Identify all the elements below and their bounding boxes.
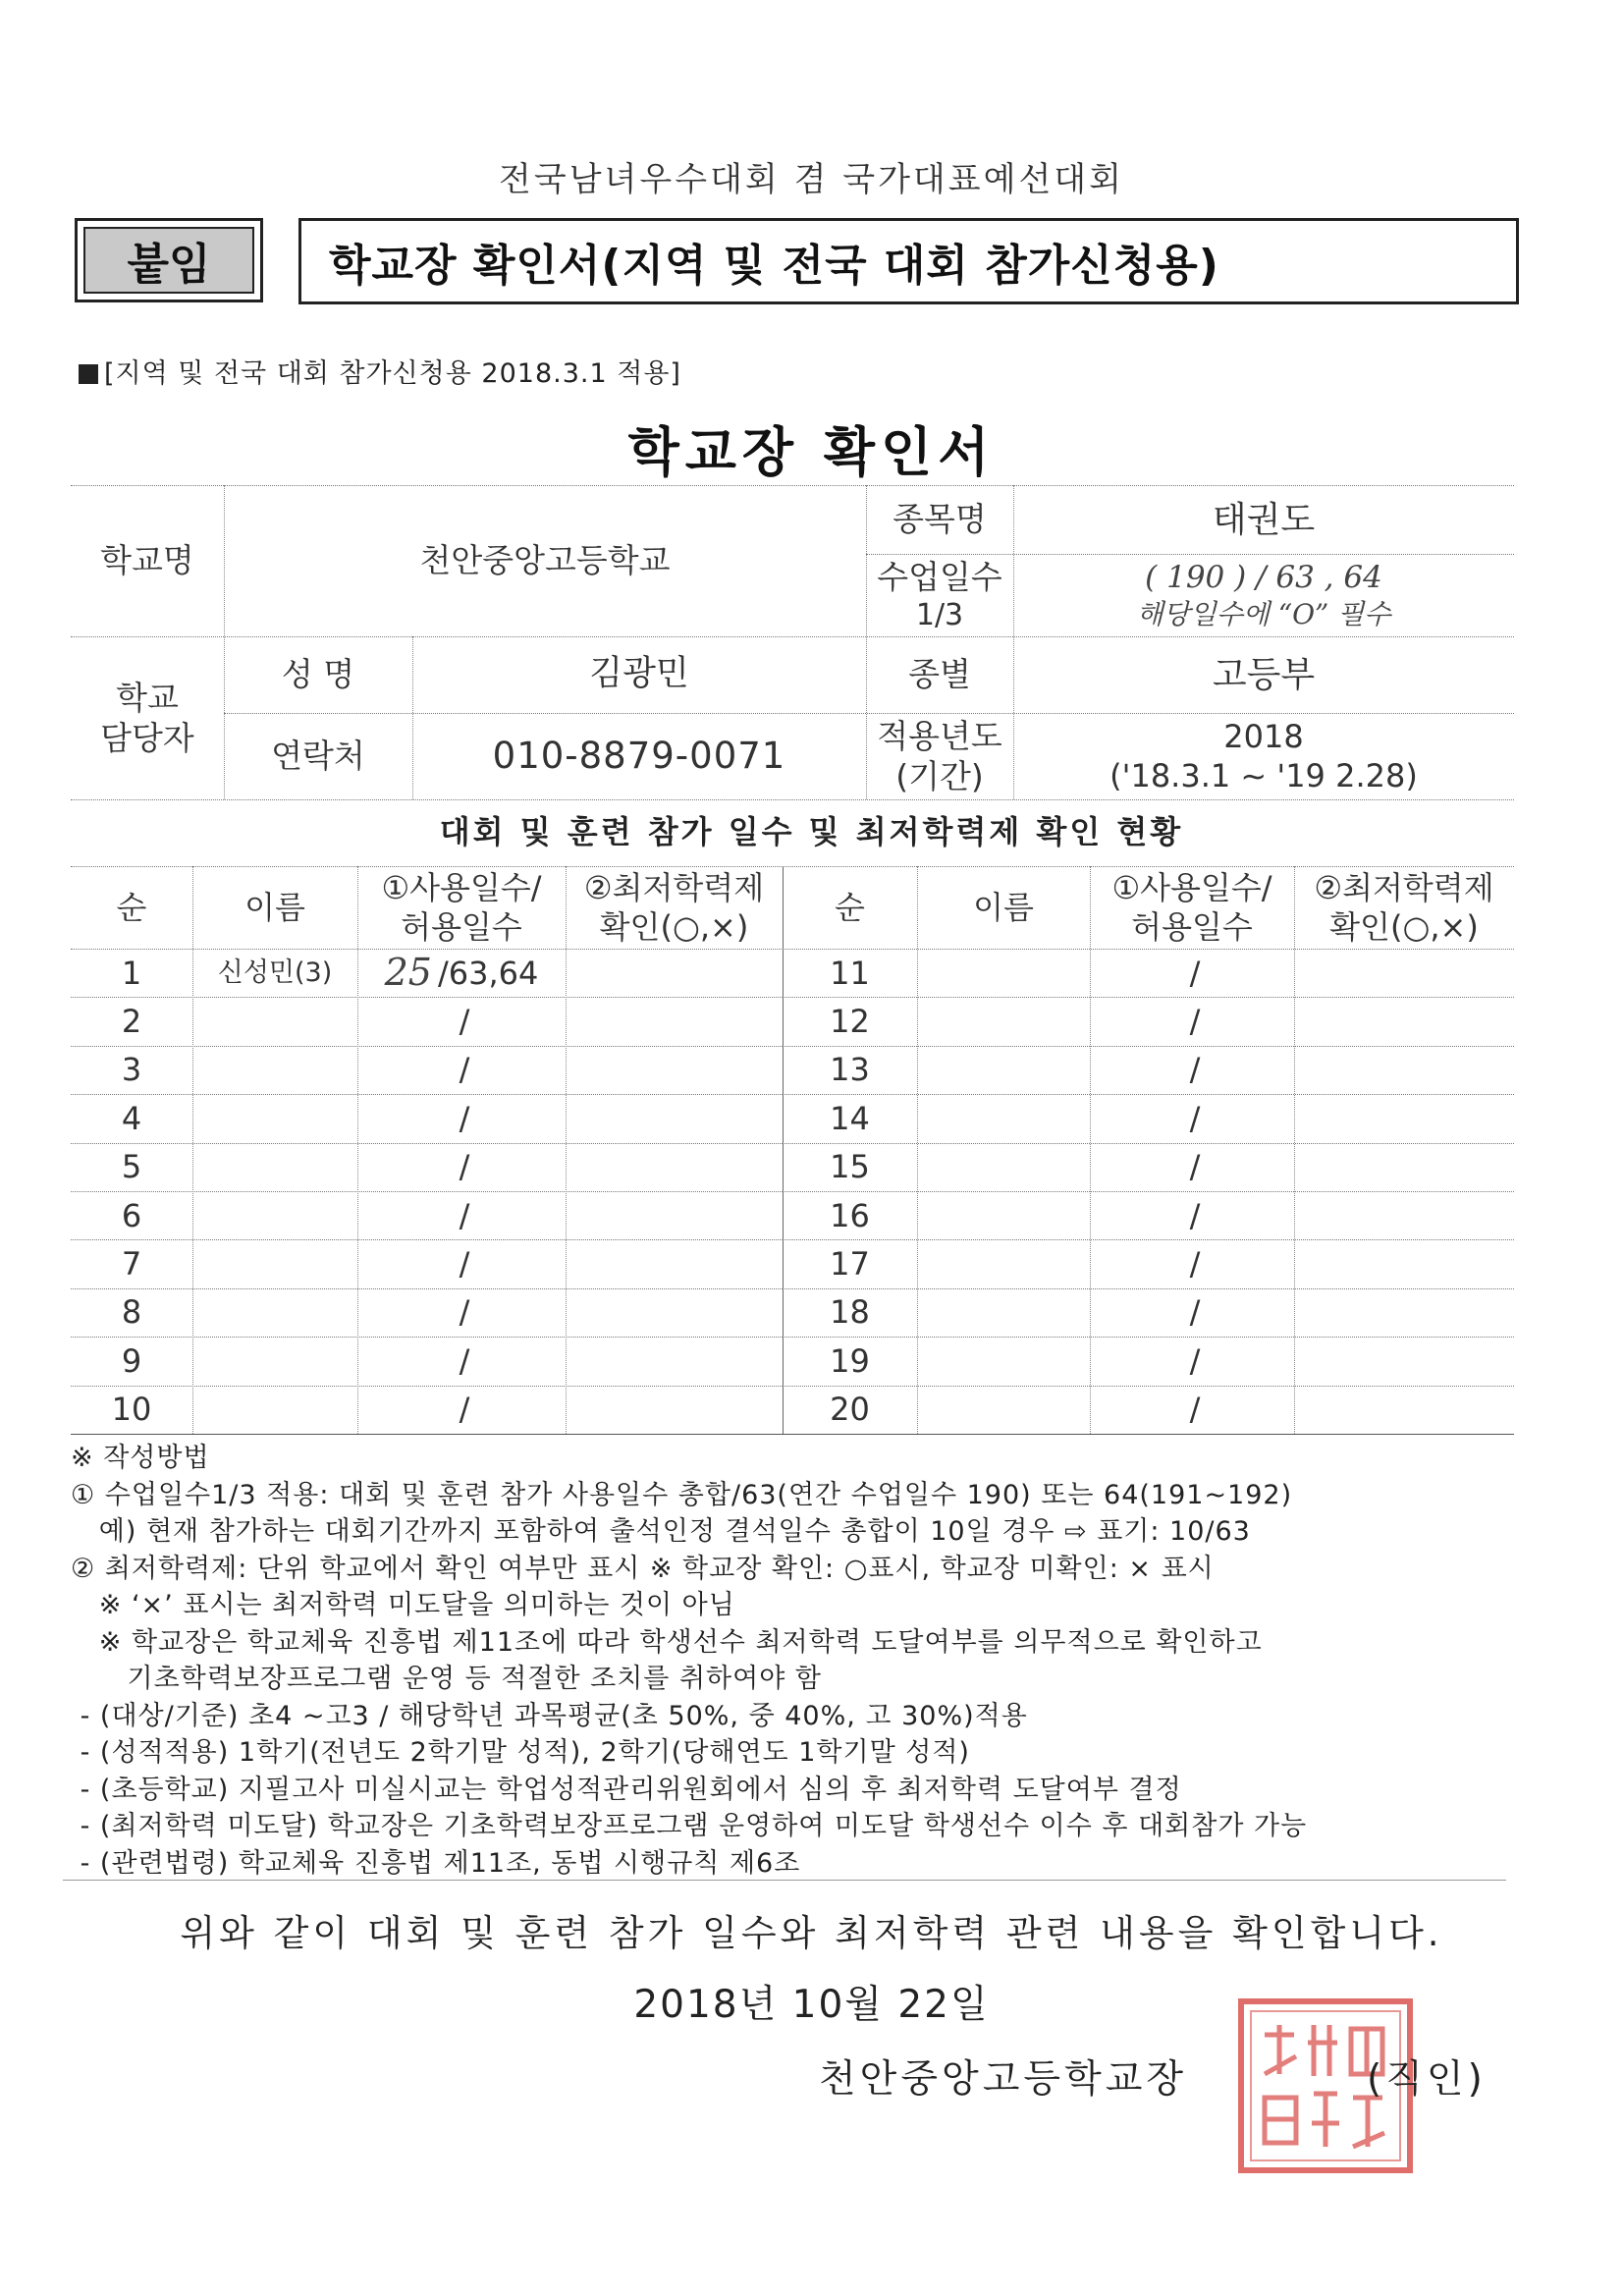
min-academic-check: [1294, 1386, 1514, 1434]
min-academic-check: [566, 1143, 783, 1191]
days-allowed: /: [459, 1341, 470, 1380]
year-label: [866, 713, 1013, 799]
student-name: [917, 1143, 1090, 1191]
seal-label: (직인): [1367, 2057, 1487, 2102]
attach-label-box: [75, 218, 263, 302]
days-used-allowed: [1090, 1386, 1294, 1434]
header-days-line1: ①사용일수/: [381, 869, 542, 906]
days-used-allowed: [357, 1337, 566, 1385]
instruction-line: - (성적적용) 1학기(전년도 2학기말 성적), 2학기(당해연도 1학기말 성적): [71, 1737, 970, 1768]
header-check-line1: ②최저학력제: [583, 869, 765, 906]
form-title: 학교장 확인서(지역 및 전국 대회 참가신청용): [298, 218, 1519, 304]
student-name: [917, 1337, 1090, 1385]
days-used-allowed: [357, 1191, 566, 1239]
header-no-right: 순: [835, 889, 865, 926]
student-name: [192, 1143, 357, 1191]
header-days-line1: ①사용일수/: [1111, 869, 1272, 906]
student-name: [917, 949, 1090, 997]
days-allowed: /: [1189, 1391, 1201, 1429]
instruction-line: ※ 학교장은 학교체육 진흥법 제11조에 따라 학생선수 최저학력 도달여부를 의무적으로 확인하고: [71, 1626, 1263, 1658]
days-used-allowed: [1090, 949, 1294, 997]
min-academic-check: [1294, 1239, 1514, 1287]
student-name: [192, 1337, 357, 1385]
row-number: 13: [830, 1051, 870, 1089]
period: ('18.3.1 ~ '19 2.28): [1109, 757, 1418, 794]
days-allowed: /: [1189, 1099, 1201, 1137]
instruction-line: - (관련법령) 학교체육 진흥법 제11조, 동법 시행규칙 제6조: [71, 1847, 801, 1879]
form-note-text: [지역 및 전국 대회 참가신청용 2018.3.1 적용]: [104, 358, 681, 389]
min-academic-check: [1294, 949, 1514, 997]
contact-group-label-line1: 학교: [116, 678, 179, 717]
row-number: 19: [830, 1341, 870, 1380]
row-number: 15: [830, 1148, 870, 1186]
days-used-allowed: [357, 1046, 566, 1094]
days-used-allowed: [357, 1386, 566, 1434]
days-allowed: /: [459, 1051, 470, 1089]
header-no-left: 순: [116, 889, 147, 926]
min-academic-check: [1294, 1191, 1514, 1239]
days-used-allowed: [1090, 997, 1294, 1045]
days-allowed: /: [459, 1099, 470, 1137]
header-name-right: 이름: [973, 889, 1034, 926]
days-used-allowed: [357, 1239, 566, 1287]
student-name: [192, 1288, 357, 1337]
days-used-allowed: [357, 949, 566, 997]
square-bullet-icon: [79, 364, 98, 384]
attach-label: 붙임: [83, 227, 254, 294]
row-number: 5: [121, 1148, 142, 1186]
student-name: [192, 1386, 357, 1434]
student-name: [192, 1239, 357, 1287]
row-number: 17: [830, 1245, 870, 1284]
instruction-line: 기초학력보장프로그램 운영 등 적절한 조치를 취하여야 함: [71, 1664, 822, 1694]
row-number: 14: [830, 1099, 870, 1137]
days-used: 25: [384, 950, 432, 994]
row-number: 3: [121, 1051, 142, 1089]
min-academic-check: [566, 1386, 783, 1434]
participation-section-title: 대회 및 훈련 참가 일수 및 최저학력제 확인 현황: [439, 813, 1184, 850]
phone-label: 연락처: [271, 737, 365, 776]
student-name: [917, 1386, 1090, 1434]
days-allowed: /: [459, 1148, 470, 1186]
header-name-left: 이름: [244, 889, 305, 926]
days-allowed: /: [459, 1245, 470, 1284]
days-used-allowed: [1090, 1191, 1294, 1239]
header-check-line2: 확인(○,×): [1329, 908, 1479, 946]
days-used-allowed: [1090, 1143, 1294, 1191]
days-allowed: /: [1189, 1245, 1201, 1284]
student-name: [192, 1046, 357, 1094]
school-name-label: 학교명: [100, 541, 194, 580]
instruction-line: ② 최저학력제: 단위 학교에서 확인 여부만 표시 ※ 학교장 확인: ○표시, 학교장 미확인: × 표시: [71, 1553, 1215, 1584]
row-number: 6: [121, 1196, 142, 1234]
class-days-hint: 해당일수에 “O” 필수: [1136, 597, 1391, 630]
class-days-fraction: ( 190 ) / 63 , 64: [1145, 560, 1382, 596]
days-used-allowed: [1090, 1239, 1294, 1287]
header-check-left: [566, 866, 783, 949]
days-used-allowed: [1090, 1094, 1294, 1142]
student-name: [917, 997, 1090, 1045]
min-academic-check: [566, 1337, 783, 1385]
student-name: [917, 1239, 1090, 1287]
student-name: [192, 1191, 357, 1239]
min-academic-check: [1294, 1046, 1514, 1094]
principal-name: 천안중앙고등학교장: [819, 2057, 1188, 2102]
form-note: [79, 352, 681, 390]
name-label: 성 명: [281, 655, 355, 694]
min-academic-check: [566, 1046, 783, 1094]
instruction-line: 예) 현재 참가하는 대회기간까지 포함하여 출석인정 결석일수 총합이 10일 경우 ⇨ 표기: 10/63: [71, 1516, 1251, 1547]
class-days-label-main: 수업일수: [877, 557, 1002, 596]
class-days-label-sub: 1/3: [915, 597, 964, 632]
days-used-allowed: [357, 1094, 566, 1142]
row-number: 10: [111, 1391, 152, 1429]
days-allowed: /63,64: [437, 954, 539, 992]
contact-group-label: [71, 636, 224, 799]
student-name: [917, 1094, 1090, 1142]
row-number: 9: [121, 1341, 142, 1380]
min-academic-check: [566, 1191, 783, 1239]
header-days-line2: 허용일수: [1131, 908, 1253, 946]
days-used-allowed: [357, 1288, 566, 1337]
min-academic-check: [1294, 1143, 1514, 1191]
student-name: [192, 1094, 357, 1142]
contact-group-label-line2: 담당자: [100, 719, 194, 757]
header-check-right: [1294, 866, 1514, 949]
student-name: 신성민(3): [217, 957, 333, 988]
row-number: 12: [830, 1003, 870, 1041]
instruction-line: ① 수업일수1/3 적용: 대회 및 훈련 참가 사용일수 총합/63(연간 수업일수 190) 또는 64(191~192): [71, 1479, 1293, 1510]
row-number: 16: [830, 1196, 870, 1234]
confirmation-date: 2018년 10월 22일: [633, 1983, 990, 2027]
class-days-label: [866, 554, 1013, 636]
row-number: 7: [121, 1245, 142, 1284]
min-academic-check: [566, 1288, 783, 1337]
days-allowed: /: [1189, 1051, 1201, 1089]
row-number: 2: [121, 1003, 142, 1041]
document-title: 학교장 확인서: [627, 421, 996, 483]
student-name: [917, 1046, 1090, 1094]
min-academic-check: [566, 997, 783, 1045]
row-number: 11: [830, 954, 870, 992]
instruction-line: - (최저학력 미도달) 학교장은 기초학력보장프로그램 운영하여 미도달 학생선수 이수 후 대회참가 가능: [71, 1811, 1308, 1841]
confirmation-statement: 위와 같이 대회 및 훈련 참가 일수와 최저학력 관련 내용을 확인합니다.: [180, 1912, 1443, 1954]
student-name: [917, 1191, 1090, 1239]
name-value: 김광민: [589, 654, 689, 694]
class-days-value: [1013, 554, 1514, 636]
division-value: 고등부: [1212, 654, 1316, 695]
row-number: 20: [830, 1391, 870, 1429]
writing-instructions: [71, 1440, 1543, 1882]
days-used-allowed: [357, 1143, 566, 1191]
sport-label: 종목명: [893, 500, 987, 539]
min-academic-check: [1294, 1094, 1514, 1142]
days-allowed: /: [459, 1196, 470, 1234]
days-allowed: /: [459, 1293, 470, 1332]
min-academic-check: [1294, 1288, 1514, 1337]
min-academic-check: [566, 949, 783, 997]
student-name: [917, 1288, 1090, 1337]
instruction-line: - (대상/기준) 초4 ~고3 / 해당학년 과목평균(초 50%, 중 40%, 고 30%)적용: [71, 1700, 1028, 1731]
instruction-line: ※ 작성방법: [71, 1443, 210, 1473]
row-number: 1: [121, 954, 142, 992]
days-used-allowed: [1090, 1337, 1294, 1385]
year-label-line1: 적용년도: [877, 716, 1002, 755]
days-allowed: /: [1189, 1293, 1201, 1332]
min-academic-check: [1294, 1337, 1514, 1385]
header-check-line1: ②최저학력제: [1314, 869, 1494, 906]
days-allowed: /: [1189, 1148, 1201, 1186]
min-academic-check: [566, 1239, 783, 1287]
days-used-allowed: [357, 997, 566, 1045]
min-academic-check: [566, 1094, 783, 1142]
school-name-value: 천안중앙고등학교: [419, 541, 671, 580]
days-allowed: /: [1189, 1196, 1201, 1234]
division-label: 종별: [908, 655, 971, 694]
days-used-allowed: [1090, 1288, 1294, 1337]
student-name: [192, 997, 357, 1045]
header-days-left: [357, 866, 566, 949]
days-allowed: /: [1189, 1003, 1201, 1041]
header-check-line2: 확인(○,×): [599, 908, 749, 946]
sport-value: 태권도: [1212, 499, 1316, 540]
year-value: [1013, 713, 1514, 799]
event-name: 전국남녀우수대회 겸 국가대표예선대회: [499, 160, 1124, 199]
year: 2018: [1223, 718, 1304, 755]
year-label-line2: (기간): [895, 757, 984, 795]
row-number: 4: [121, 1099, 142, 1137]
days-allowed: /: [459, 1391, 470, 1429]
row-number: 18: [830, 1293, 870, 1332]
row-number: 8: [121, 1293, 142, 1332]
instruction-line: ※ ‘×’ 표시는 최저학력 미도달을 의미하는 것이 아님: [71, 1590, 735, 1620]
days-allowed: /: [459, 1003, 470, 1041]
min-academic-check: [1294, 997, 1514, 1045]
instruction-line: - (초등학교) 지필고사 미실시교는 학업성적관리위원회에서 심의 후 최저학력 도달여부 결정: [71, 1774, 1182, 1805]
days-allowed: /: [1189, 954, 1201, 992]
days-allowed: /: [1189, 1341, 1201, 1380]
header-days-right: [1090, 866, 1294, 949]
header-days-line2: 허용일수: [401, 908, 522, 946]
days-used-allowed: [1090, 1046, 1294, 1094]
phone-value: 010-8879-0071: [492, 734, 786, 777]
